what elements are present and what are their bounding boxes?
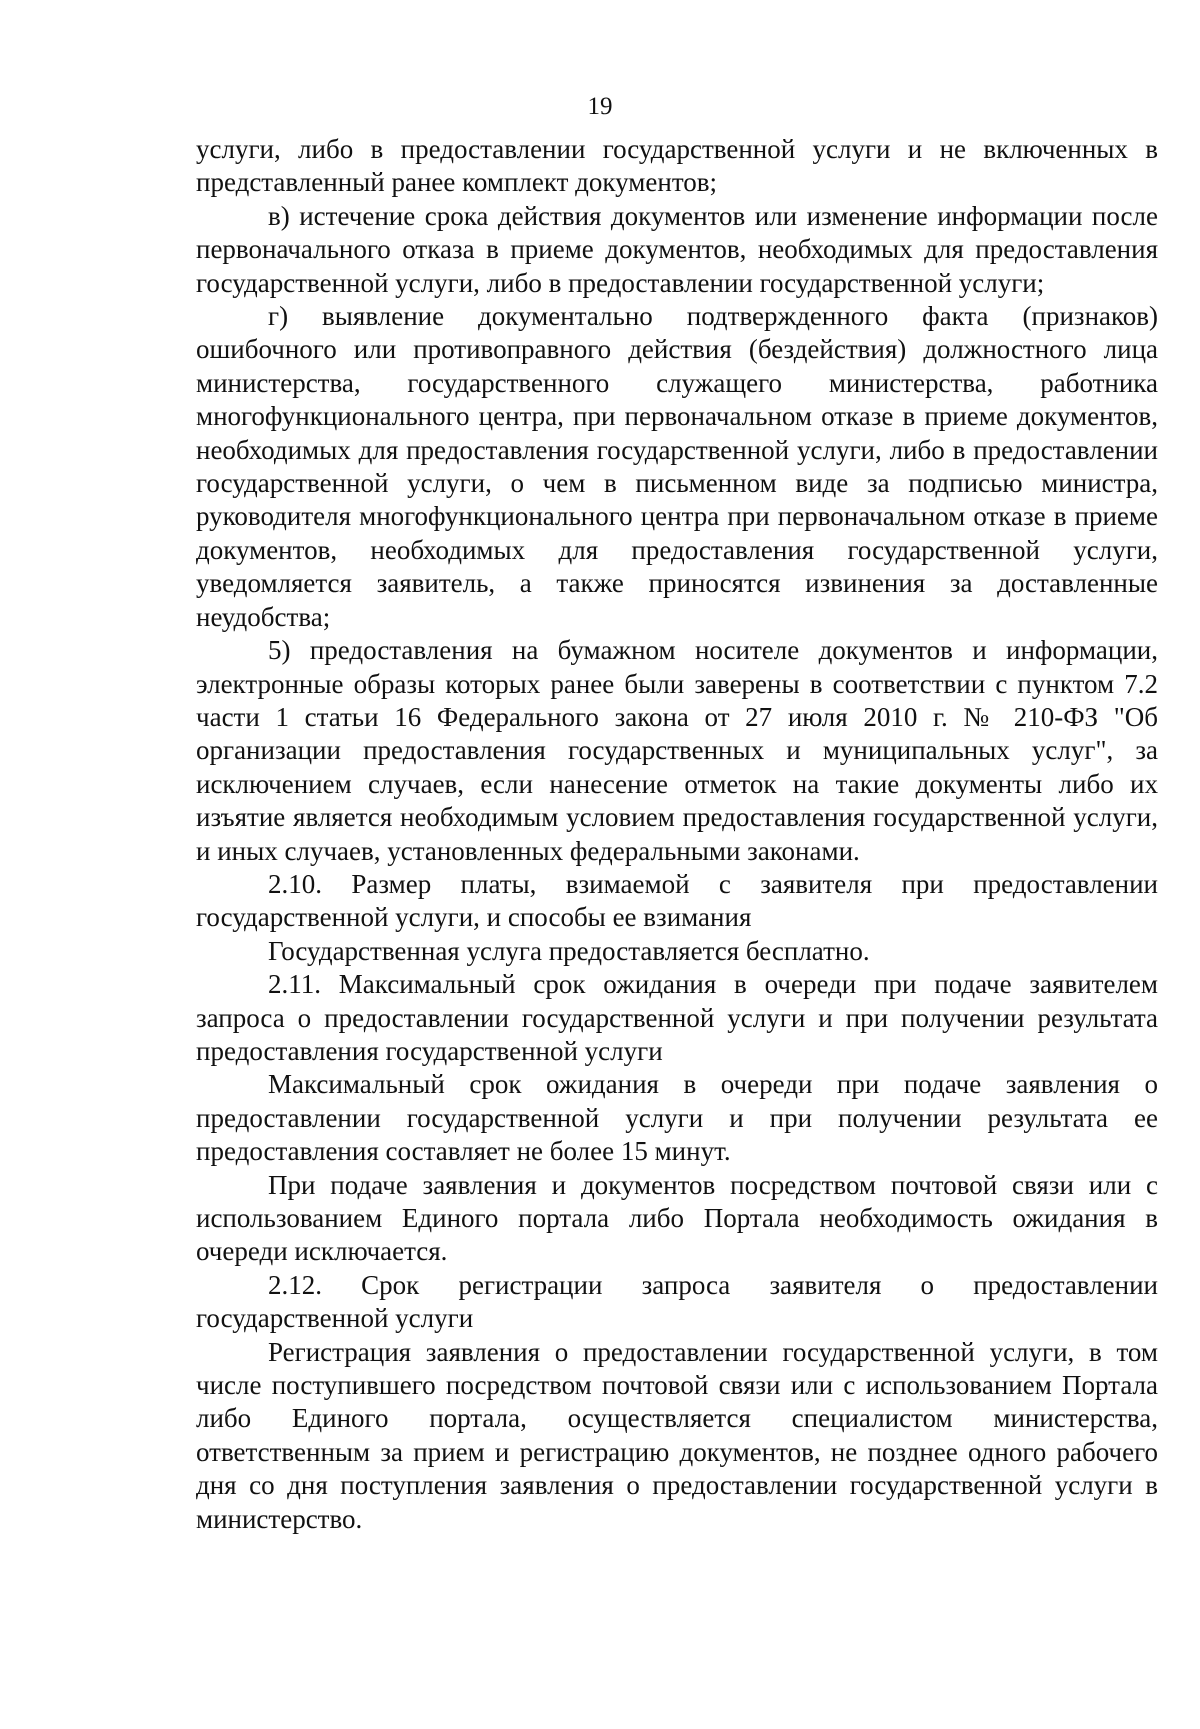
paragraph: услуги, либо в предоставлении государственной услуги и не включенных в представленный ранее комплект документов; xyxy=(196,134,1158,198)
paragraph: в) истечение срока действия документов или изменение информации после первоначального отказа в приеме документов, необходимых для предоставления государственной услуги, либо в предоставлении государственной услуги; xyxy=(196,200,1158,298)
paragraph: Государственная услуга предоставляется бесплатно. xyxy=(268,935,870,966)
paragraph: 5) предоставления на бумажном носителе документов и информации, электронные образы которых ранее были заверены в соответствии с пунктом 7.2 части 1 статьи 16 Федерального закона от 27 июля 2010 г. № 210-ФЗ "Об организации предоставления государственных и муниципальных услуг", за исключением случаев, если нанесение отметок на такие документы либо их изъятие является необходимым условием предоставления государственной услуги, и иных случаев, установленных федеральными законами. xyxy=(196,635,1158,866)
document-body xyxy=(196,133,1158,1536)
section-heading: 2.10. Размер платы, взимаемой с заявителя при предоставлении государственной услуги, и способы ее взимания xyxy=(196,868,1158,933)
page-number: 19 xyxy=(587,93,613,120)
paragraph: Максимальный срок ожидания в очереди при подаче заявления о предоставлении государственной услуги и при получении результата ее предоставления составляет не более 15 минут. xyxy=(196,1069,1158,1167)
paragraph: При подаче заявления и документов посредством почтовой связи или с использованием Единого портала либо Портала необходимость ожидания в очереди исключается. xyxy=(196,1169,1158,1267)
section-heading: 2.11. Максимальный срок ожидания в очереди при подаче заявителем запроса о предоставлении государственной услуги и при получении результата предоставления государственной услуги xyxy=(196,969,1158,1066)
section-heading: 2.12. Срок регистрации запроса заявителя о предоставлении государственной услуги xyxy=(196,1269,1158,1334)
paragraph: г) выявление документально подтвержденного факта (признаков) ошибочного или противоправного действия (бездействия) должностного лица министерства, государственного служащего министерства, работника многофункционального центра, при первоначальном отказе в приеме документов, необходимых для предоставления государственной услуги, либо в предоставлении государственной услуги, о чем в письменном виде за подписью министра, руководителя многофункционального центра при первоначальном отказе в приеме документов, необходимых для предоставления государственной услуги, уведомляется заявитель, а также приносятся извинения за доставленные неудобства; xyxy=(196,301,1158,632)
paragraph: Регистрация заявления о предоставлении государственной услуги, в том числе поступившего посредством почтовой связи или с использованием Портала либо Единого портала, осуществляется специалистом министерства, ответственным за прием и регистрацию документов, не позднее одного рабочего дня со дня поступления заявления о предоставлении государственной услуги в министерство. xyxy=(196,1336,1158,1534)
